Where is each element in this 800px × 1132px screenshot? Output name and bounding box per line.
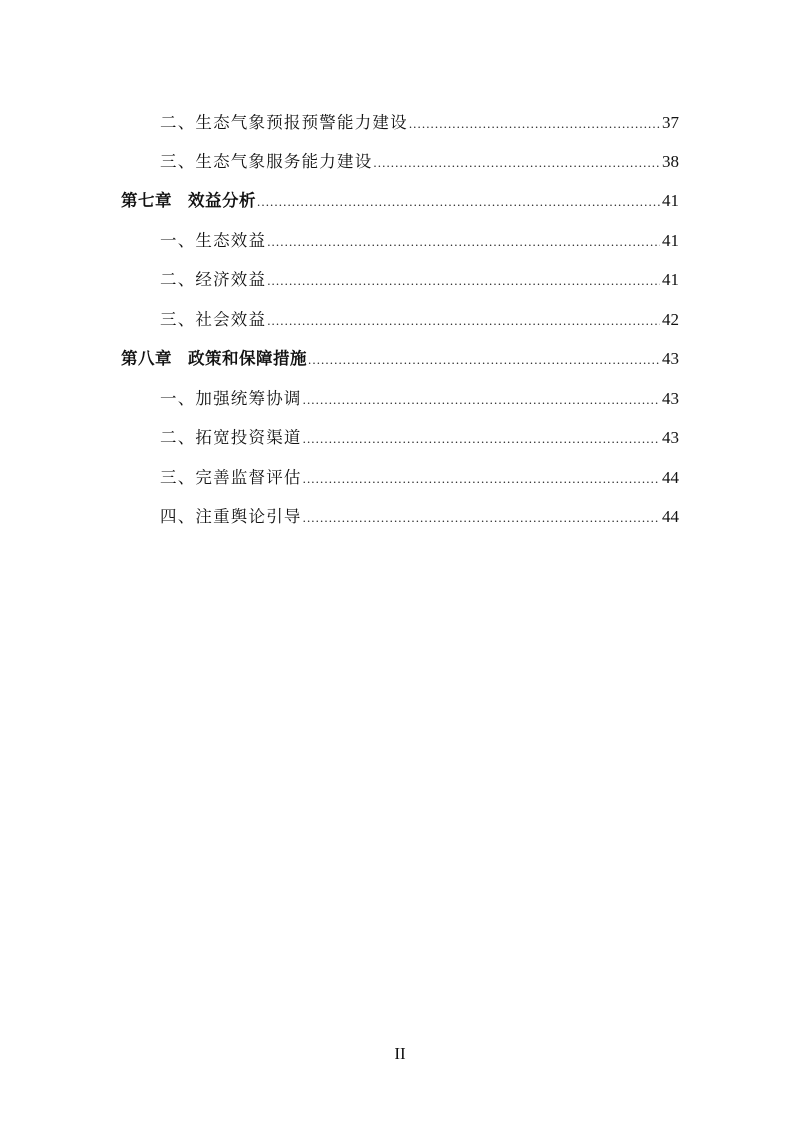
dot-leader [409,111,660,137]
toc-entry-title: 三、生态气象服务能力建设 [160,152,373,171]
chapter-number: 第八章 [121,349,172,368]
dot-leader [267,268,660,294]
toc-entry-title: 三、社会效益 [160,310,267,329]
toc-entry-page: 43 [662,389,679,408]
toc-entry-page: 38 [662,152,679,171]
toc-entry-title: 四、注重舆论引导 [160,507,302,526]
dot-leader [303,505,660,531]
toc-entry-title: 一、加强统筹协调 [160,389,302,408]
dot-leader [303,466,660,492]
dot-leader [267,229,660,255]
toc-entry-title: 一、生态效益 [160,231,267,250]
dot-leader [257,189,660,215]
chapter-number: 第七章 [121,191,172,210]
toc-entry-page: 43 [662,428,679,447]
toc-entry-page: 43 [662,349,679,368]
toc-entry-page: 44 [662,507,679,526]
toc-entry-section[interactable] [160,110,679,136]
toc-entry-section[interactable] [160,149,679,175]
dot-leader [303,426,660,452]
toc-entry-section[interactable] [160,228,679,254]
dot-leader [373,150,660,176]
dot-leader [308,347,660,373]
footer-page-number: II [394,1044,406,1063]
toc-entry-section[interactable] [160,504,679,530]
toc-entry-page: 41 [662,191,679,210]
toc-entry-page: 41 [662,231,679,250]
toc-entry-section[interactable] [160,386,679,412]
toc-entry-title: 三、完善监督评估 [160,468,302,487]
toc-entry-chapter[interactable] [121,188,679,214]
toc-entry-page: 41 [662,270,679,289]
dot-leader [267,308,660,334]
toc-entry-title: 二、拓宽投资渠道 [160,428,302,447]
toc-entry-title: 二、经济效益 [160,270,267,289]
toc-entry-page: 42 [662,310,679,329]
dot-leader [303,387,660,413]
toc-entry-title: 政策和保障措施 [188,349,307,368]
toc-entry-section[interactable] [160,267,679,293]
toc-entry-chapter[interactable] [121,346,679,372]
toc-entry-title: 二、生态气象预报预警能力建设 [160,113,408,132]
toc-entry-page: 44 [662,468,679,487]
toc-entry-section[interactable] [160,307,679,333]
toc-entry-page: 37 [662,113,679,132]
toc-entry-section[interactable] [160,465,679,491]
toc-entry-section[interactable] [160,425,679,451]
toc-entry-title: 效益分析 [188,191,256,210]
